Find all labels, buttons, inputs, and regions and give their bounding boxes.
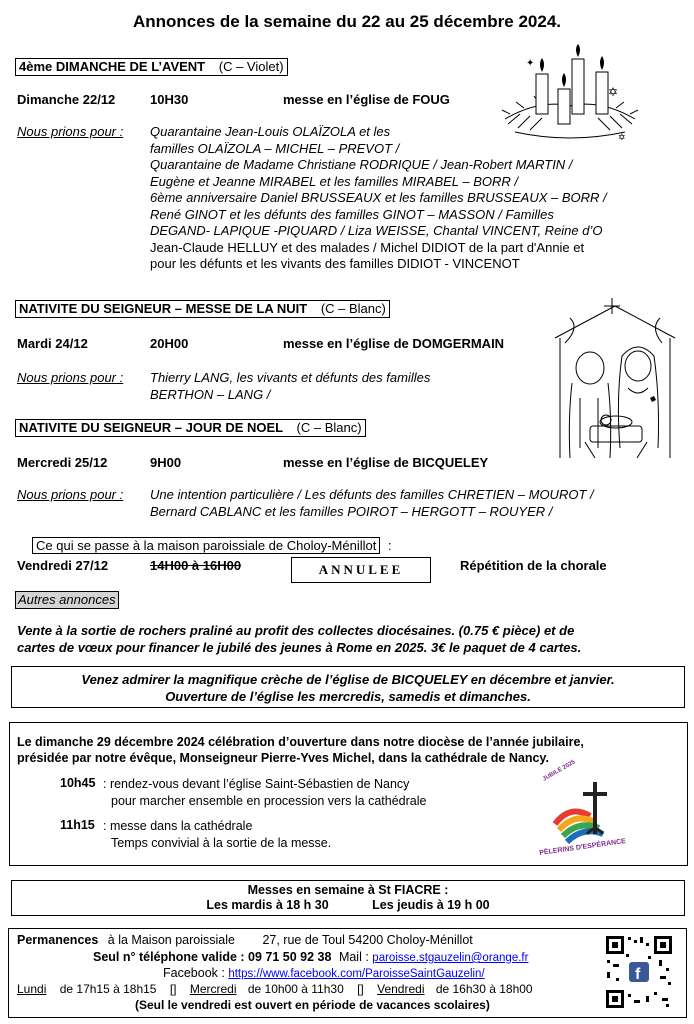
mass-place: messe en l’église de FOUG	[283, 92, 450, 107]
pray-line: Eugène et Jeanne MIRABEL et les familles MIRABEL – BORR /	[150, 173, 519, 189]
mass-time: 9H00	[150, 455, 182, 470]
pray-line: Jean-Claude HELLUY et des malades / Michel DIDIOT de la part d'Annie et	[150, 239, 585, 255]
pray-list-avent	[150, 124, 399, 157]
pray-line: Quarantaine Jean-Louis OLAÏZOLA et les	[150, 124, 391, 139]
mass-place: messe en l’église de BICQUELEY	[283, 455, 489, 470]
maison-time-cancelled: 14H00 à 16H00	[150, 558, 242, 573]
pray-line: Thierry LANG, les vivants et défunts des familles	[150, 370, 431, 385]
maison-day: Vendredi 27/12	[17, 558, 109, 573]
section-heading-noel	[15, 419, 366, 437]
jubilee-logo-icon	[535, 759, 635, 860]
pray-line: 6ème anniversaire Daniel BRUSSEAUX et les familles BRUSSEAUX – BORR /	[150, 190, 607, 205]
svg-text:✡: ✡	[608, 85, 619, 99]
facebook-link[interactable]: https://www.facebook.com/ParoisseSaintGauzelin/	[228, 968, 485, 980]
permanences-place: à la Maison paroissiale	[107, 933, 235, 947]
mass-time: 10H30	[150, 92, 189, 107]
maison-heading-text: Ce qui se passe à la maison paroissiale de Choloy-Ménillot	[32, 537, 380, 554]
hours-separator: []	[357, 982, 364, 996]
permanences-note: (Seul le vendredi est ouvert en période de vacances scolaires)	[135, 998, 490, 1012]
section-heading-nuit	[15, 300, 390, 318]
pray-list-avent-2	[150, 157, 607, 273]
semaine-mardi: Les mardis à 18 h 30	[206, 898, 329, 912]
logo-bottom-text: PÈLERINS D'ESPÉRANCE	[538, 837, 627, 858]
jubile-detail: Temps convivial à la sortie de la messe.	[111, 836, 332, 850]
phone-number: Seul n° téléphone valide : 09 71 50 92 38	[93, 950, 332, 964]
pray-line: familles OLAÏZOLA – MICHEL – PREVOT /	[150, 140, 400, 156]
autres-line: Vente à la sortie de rochers praliné au profit des collectes diocésaines. (0.75 € pièce) et de	[17, 623, 575, 638]
pray-label: Nous prions pour :	[17, 487, 124, 502]
creche-line: Venez admirer la magnifique crèche de l’église de BICQUELEY en décembre et janvier.	[81, 672, 615, 687]
svg-text:f: f	[635, 966, 641, 983]
svg-text:✦: ✦	[526, 58, 535, 69]
hours-separator: []	[169, 982, 177, 996]
autres-text	[17, 622, 581, 656]
svg-text:✡: ✡	[618, 133, 626, 143]
permanences-label: Permanences	[17, 933, 99, 947]
autres-heading: Autres annonces	[15, 591, 119, 609]
jubile-time-1: 10h45	[60, 776, 96, 790]
pray-label: Nous prions pour :	[17, 370, 124, 385]
section-heading-text: NATIVITE DU SEIGNEUR – MESSE DE LA NUIT	[19, 301, 308, 316]
jubile-time-1-text	[103, 776, 426, 810]
jubile-line: présidée par notre évêque, Monseigneur Pierre-Yves Michel, dans la cathédrale de Nancy.	[17, 751, 549, 765]
pray-line: René GINOT et les défunts des familles GINOT – MASSON / Familles	[150, 206, 554, 222]
pray-line: Quarantaine de Madame Christiane RODRIQUE / Jean-Robert MARTIN /	[150, 157, 573, 172]
pray-line: DEGAND- LAPIQUE -PIQUARD / Liza WEISSE, Chantal VINCENT, Reine d’O	[150, 223, 603, 238]
jubile-text	[17, 734, 584, 766]
section-heading-text: 4ème DIMANCHE DE L’AVENT	[19, 59, 206, 74]
section-heading-text: NATIVITE DU SEIGNEUR – JOUR DE NOEL	[19, 420, 283, 435]
logo-top-text: JUBILÉ 2025	[541, 759, 577, 783]
permanences-line	[17, 933, 473, 947]
hours-range: de 16h30 à 18h00	[435, 982, 533, 996]
semaine-heading: Messes en semaine à St FIACRE :	[247, 883, 449, 897]
facebook-line	[163, 966, 485, 980]
pray-label: Nous prions pour :	[17, 124, 124, 139]
jubile-time-2-text	[103, 818, 331, 852]
maison-event: Répétition de la chorale	[460, 558, 607, 573]
jubile-detail: pour marcher ensemble en procession vers la cathédrale	[111, 794, 427, 808]
hours-day: Mercredi	[189, 982, 237, 996]
semaine-box	[11, 880, 685, 916]
liturgical-color: (C – Violet)	[218, 59, 284, 74]
nativity-scene-icon	[550, 298, 680, 466]
qr-code-icon[interactable]	[604, 934, 674, 1010]
mass-day: Dimanche 22/12	[17, 92, 116, 107]
mass-time: 20H00	[150, 336, 189, 351]
liturgical-color: (C – Blanc)	[296, 420, 362, 435]
page-title: Annonces de la semaine du 22 au 25 décembre 2024.	[132, 12, 562, 31]
hours-range: de 10h00 à 11h30	[247, 982, 344, 996]
hours-line	[17, 982, 533, 996]
permanences-address: 27, rue de Toul 54200 Choloy-Ménillot	[262, 933, 473, 947]
maison-colon: :	[387, 538, 392, 553]
hours-day: Vendredi	[377, 982, 425, 996]
maison-heading	[32, 538, 392, 554]
semaine-jeudi: Les jeudis à 19 h 00	[372, 898, 490, 912]
jubile-detail: : messe dans la cathédrale	[103, 819, 253, 833]
annulee-badge: ANNULEE	[291, 557, 431, 583]
liturgical-color: (C – Blanc)	[320, 301, 386, 316]
jubile-time-2: 11h15	[60, 818, 95, 832]
advent-wreath-icon	[500, 44, 640, 144]
pray-line: pour les défunts et les vivants des familles DIDIOT - VINCENOT	[150, 256, 520, 271]
autres-line: cartes de vœux pour financer le jubilé des jeunes à Rome en 2025. 3€ le paquet de 4 cartes.	[17, 640, 582, 655]
facebook-label: Facebook :	[163, 966, 225, 980]
pray-list-nuit	[150, 370, 430, 403]
contact-line	[93, 950, 528, 964]
hours-day: Lundi	[17, 982, 47, 996]
pray-line: Une intention particulière / Les défunts des familles CHRETIEN – MOUROT /	[150, 487, 594, 502]
hours-range: de 17h15 à 18h15	[59, 982, 157, 996]
mail-label: Mail :	[338, 950, 369, 964]
jubile-line: Le dimanche 29 décembre 2024 célébration d’ouverture dans notre diocèse de l’année jubilaire,	[17, 735, 584, 749]
mass-day: Mardi 24/12	[17, 336, 88, 351]
pray-line: BERTHON – LANG /	[150, 386, 271, 402]
creche-box	[11, 666, 685, 708]
section-heading-avent	[15, 58, 288, 76]
mass-day: Mercredi 25/12	[17, 455, 108, 470]
creche-line: Ouverture de l’église les mercredis, samedis et dimanches.	[165, 689, 531, 704]
jubile-detail: : rendez-vous devant l’église Saint-Sébastien de Nancy	[103, 777, 410, 791]
mail-link[interactable]: paroisse.stgauzelin@orange.fr	[372, 952, 529, 964]
pray-line: Bernard CABLANC et les familles POIROT – HERGOTT – ROUYER /	[150, 503, 553, 519]
mass-place: messe en l’église de DOMGERMAIN	[283, 336, 505, 351]
pray-list-noel	[150, 487, 594, 520]
